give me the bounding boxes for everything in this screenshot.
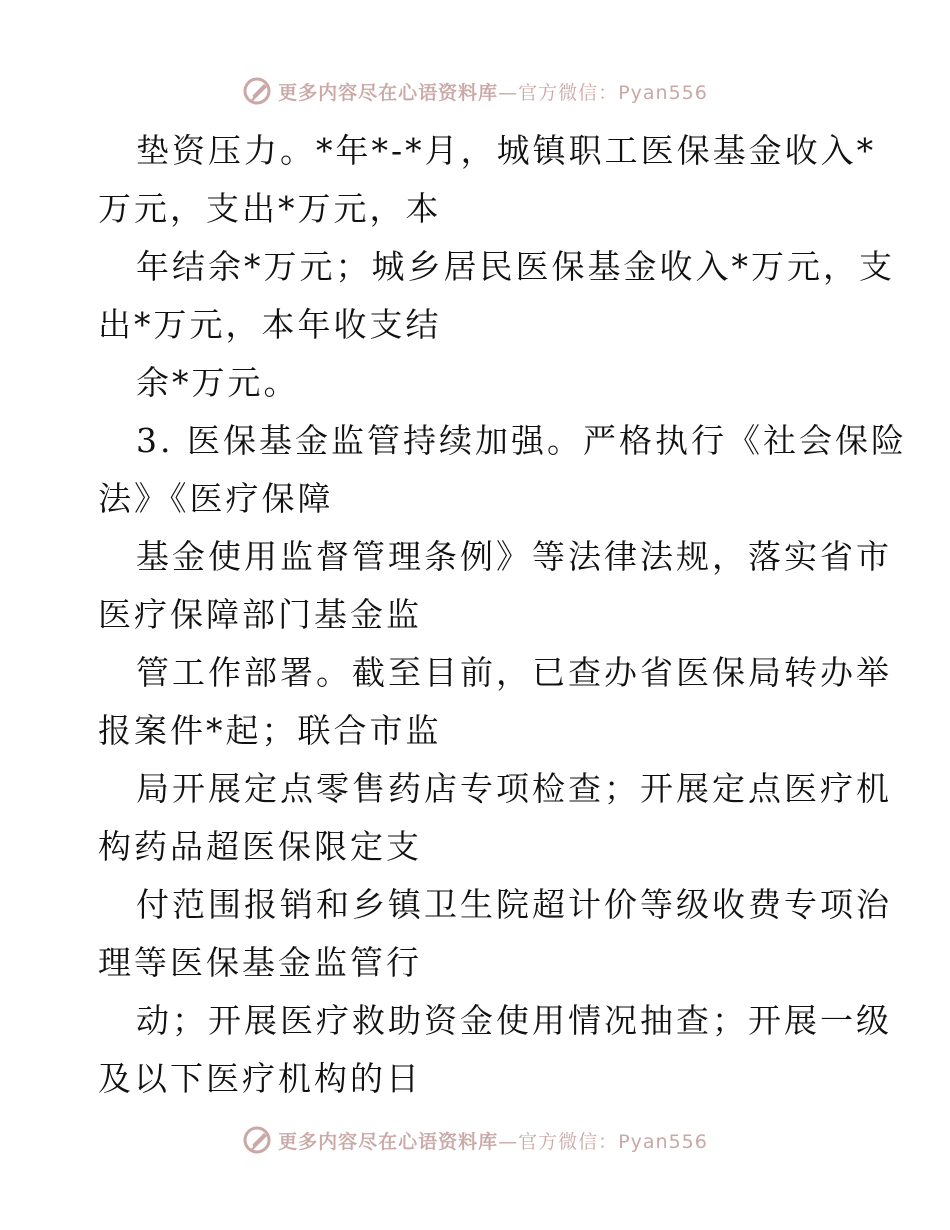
banner-wechat-handle: Pyan556 (618, 81, 708, 104)
paragraph (98, 644, 892, 760)
paragraph (98, 354, 858, 412)
banner-text (278, 78, 708, 105)
banner-text (278, 1127, 708, 1154)
paragraph (98, 992, 892, 1108)
banner-separator: — (498, 81, 519, 104)
banner-wechat-handle: Pyan556 (618, 1130, 708, 1153)
paragraph-continuation: 法》《医疗保障 (98, 479, 334, 518)
pen-circle-icon (242, 1125, 272, 1155)
paragraph (98, 760, 892, 876)
banner-contact-label: 官方微信： (518, 81, 619, 104)
paragraph-continuation: 构药品超医保限定支 (98, 827, 422, 866)
paragraph-first-line: 管工作部署。截至目前，已查办省医保局转办举 (136, 653, 892, 692)
paragraph (98, 122, 877, 238)
paragraph-first-line: 垫资压力。*年*-*月，城镇职工医保基金收入* (136, 131, 877, 170)
paragraph-first-line: 年结余*万元；城乡居民医保基金收入*万元，支 (136, 247, 895, 286)
paragraph-first-line: 付范围报销和乡镇卫生院超计价等级收费专项治 (136, 885, 892, 924)
document-body (98, 122, 907, 1108)
paragraph-first-line: 局开展定点零售药店专项检查；开展定点医疗机 (136, 769, 892, 808)
paragraph (98, 412, 907, 528)
header-watermark-banner (0, 71, 950, 111)
paragraph (98, 528, 892, 644)
paragraph-continuation: 医疗保障部门基金监 (98, 595, 422, 634)
paragraph-first-line: 基金使用监督管理条例》等法律法规，落实省市 (136, 537, 892, 576)
paragraph-continuation: 万元，支出*万元，本 (98, 189, 442, 228)
footer-watermark-banner (0, 1120, 950, 1160)
banner-main-text: 更多内容尽在心语资料库 (278, 1130, 499, 1153)
paragraph-continuation: 及以下医疗机构的日 (98, 1059, 422, 1098)
paragraph-first-line: 3. 医保基金监管持续加强。严格执行《社会保险 (136, 421, 907, 460)
pen-circle-icon (242, 76, 272, 106)
banner-separator: — (498, 1130, 519, 1153)
paragraph (98, 238, 895, 354)
banner-main-text: 更多内容尽在心语资料库 (278, 81, 499, 104)
paragraph-continuation: 理等医保基金监管行 (98, 943, 422, 982)
paragraph-continuation: 出*万元，本年收支结 (98, 305, 442, 344)
paragraph (98, 876, 892, 992)
paragraph-first-line: 动；开展医疗救助资金使用情况抽查；开展一级 (136, 1001, 892, 1040)
banner-contact-label: 官方微信： (518, 1130, 619, 1153)
paragraph-continuation: 报案件*起；联合市监 (98, 711, 442, 750)
paragraph-first-line: 余*万元。 (136, 363, 300, 402)
